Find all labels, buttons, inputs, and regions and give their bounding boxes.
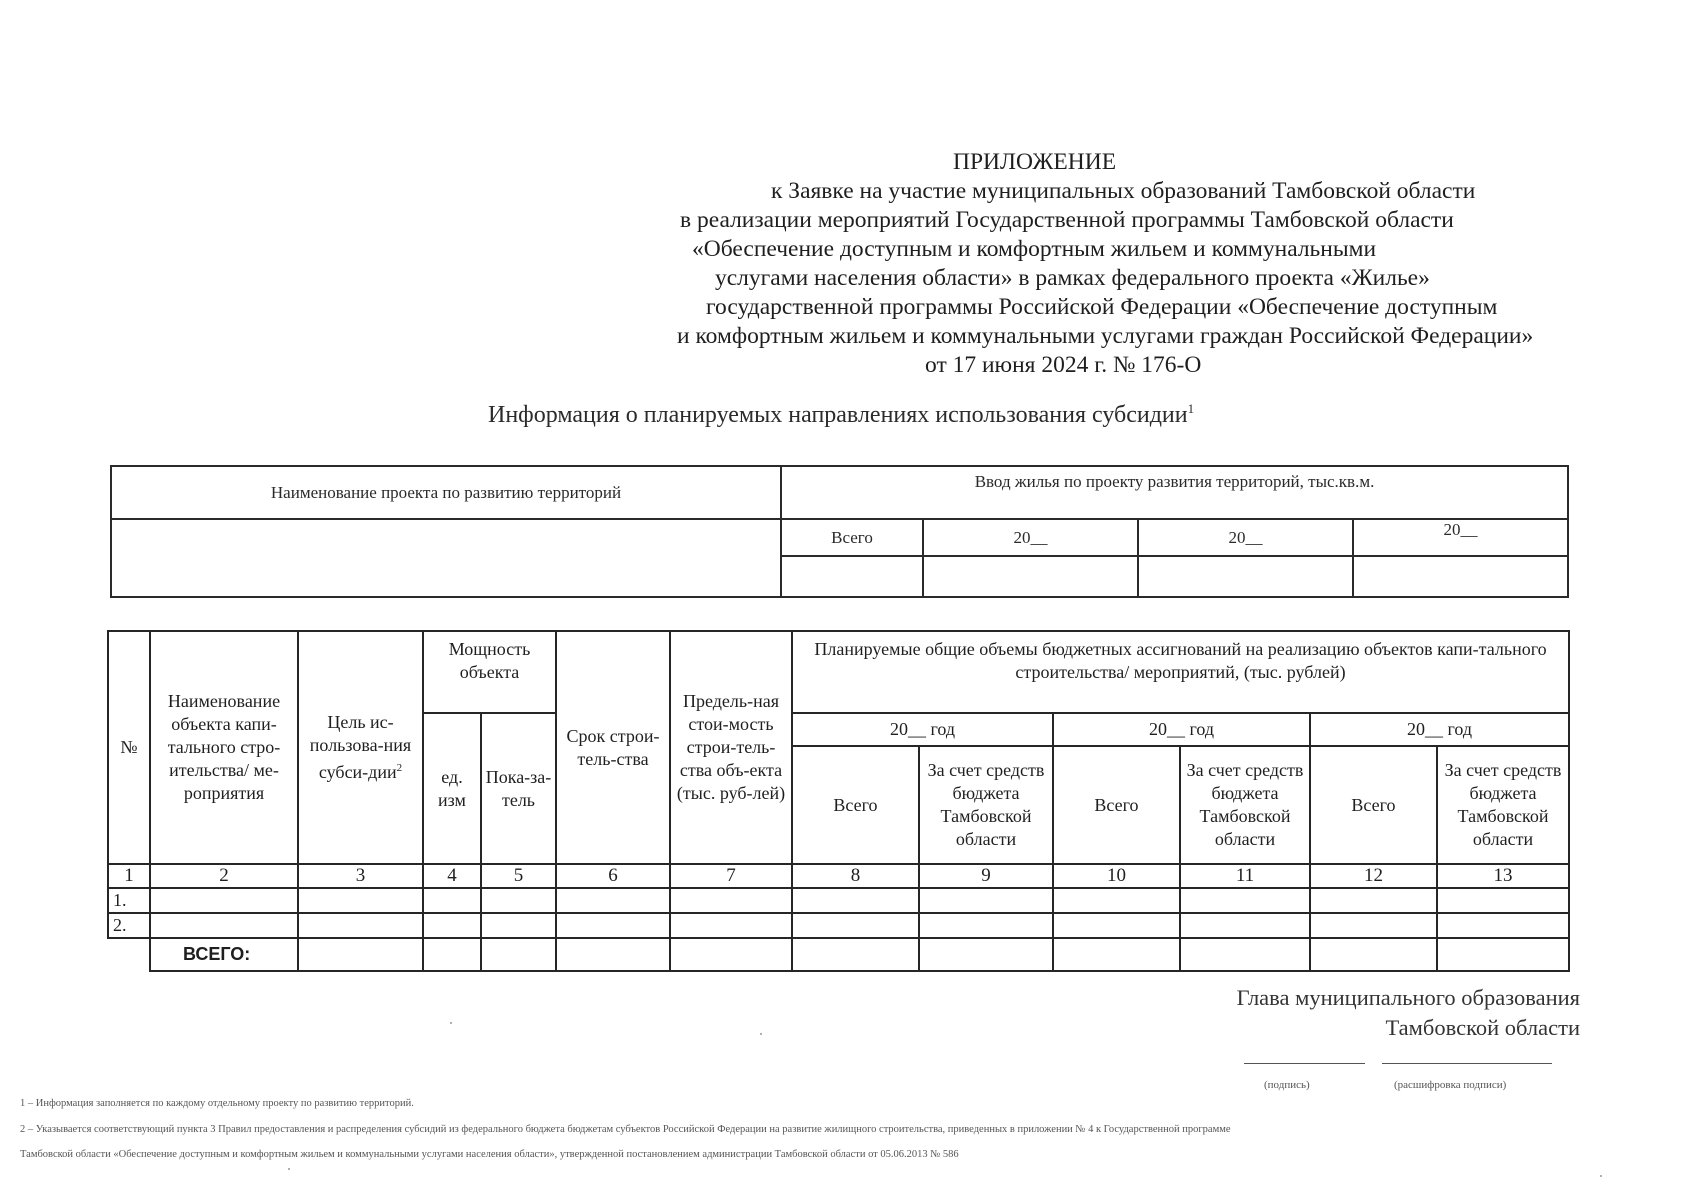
signature-decode-line[interactable]: [1382, 1063, 1552, 1064]
data-cell[interactable]: [670, 888, 792, 913]
total-row: [108, 938, 1569, 971]
subsidy-plan-table: [107, 630, 1570, 972]
col-number: 5: [481, 864, 556, 888]
housing-year-1-cell[interactable]: [923, 556, 1138, 597]
col-goal-header: Цель ис-пользова-ния субси-дии$^2$: [298, 631, 423, 864]
col-num-header: №: [108, 631, 150, 864]
signature-decode-caption: (расшифровка подписи): [1394, 1079, 1507, 1091]
signature-line[interactable]: [1244, 1063, 1365, 1064]
project-name-header: Наименование проекта по развитию территорий: [111, 466, 781, 519]
signature-caption: (подпись): [1264, 1079, 1310, 1091]
total-cell[interactable]: [670, 938, 792, 971]
head-title-line-1: Глава муниципального образования: [1236, 985, 1580, 1010]
header-line-1: к Заявке на участие муниципальных образований Тамбовской области: [771, 178, 1476, 204]
total-cell[interactable]: [423, 938, 481, 971]
footnote-1: 1 – Информация заполняется по каждому отдельному проекту по развитию территорий.: [20, 1098, 414, 1109]
total-cell[interactable]: [481, 938, 556, 971]
footnote-2: 2 – Указывается соответствующий пункта 3 Правил предоставления и распределения субсидий из федерального бюджета бюджетам субъектов Российской Федерации на развитие жилищного строительства, приведенных в приложении № 4 к Государственной программе: [20, 1124, 1231, 1135]
total-blank-cell: [108, 938, 150, 971]
header-line-2: в реализации мероприятий Государственной программы Тамбовской области: [680, 207, 1454, 233]
data-cell[interactable]: [1310, 888, 1437, 913]
data-cell[interactable]: [481, 888, 556, 913]
head-title-line-2: Тамбовской области: [1385, 1015, 1580, 1040]
total-cell[interactable]: [1437, 938, 1569, 971]
housing-total-cell[interactable]: [781, 556, 923, 597]
housing-input-header: Ввод жилья по проекту развития территорий, тыс.кв.м.: [781, 466, 1568, 519]
year-1-header: 20__ год: [792, 713, 1053, 746]
year-1-regional-header: За счет средств бюджета Тамбовской области: [919, 746, 1053, 864]
scan-speck: [288, 1168, 290, 1170]
data-cell[interactable]: [670, 913, 792, 938]
data-cell[interactable]: [556, 913, 670, 938]
col-number: 6: [556, 864, 670, 888]
col-number: 9: [919, 864, 1053, 888]
data-cell[interactable]: [150, 913, 298, 938]
data-cell[interactable]: [423, 888, 481, 913]
info-title: Информация о планируемых направлениях использования субсидии$^1$: [488, 401, 1195, 428]
col-capacity-header: Мощность объекта: [423, 631, 556, 713]
col-object-name-header: Наименование объекта капи-тального стро-ительства/ ме-роприятия: [150, 631, 298, 864]
scan-speck: [1600, 1175, 1602, 1177]
total-cell[interactable]: [556, 938, 670, 971]
data-cell[interactable]: [298, 888, 423, 913]
data-cell[interactable]: [1437, 888, 1569, 913]
col-number: 4: [423, 864, 481, 888]
footnote-marker-1: 1: [1187, 401, 1195, 416]
col-number: 3: [298, 864, 423, 888]
header-line-6: и комфортным жильем и коммунальными услугами граждан Российской Федерации»: [677, 323, 1534, 349]
col-unit-header: ед. изм: [423, 713, 481, 864]
total-cell[interactable]: [1310, 938, 1437, 971]
data-cell[interactable]: [792, 888, 919, 913]
year-2-total-header: Всего: [1053, 746, 1180, 864]
col-budget-header: Планируемые общие объемы бюджетных ассигнований на реализацию объектов капи-тального строительства/ мероприятий, (тыс. рублей): [792, 631, 1569, 713]
total-label: ВСЕГО:: [150, 938, 298, 971]
data-cell[interactable]: [423, 913, 481, 938]
housing-total-header: Всего: [781, 519, 923, 556]
total-cell[interactable]: [1180, 938, 1310, 971]
scan-speck: [760, 1033, 762, 1035]
housing-input-table: [110, 465, 1569, 598]
data-cell[interactable]: [1180, 888, 1310, 913]
header-line-5: государственной программы Российской Федерации «Обеспечение доступным: [706, 294, 1498, 320]
col-number: 12: [1310, 864, 1437, 888]
total-cell[interactable]: [792, 938, 919, 971]
col-number: 7: [670, 864, 792, 888]
data-cell[interactable]: [1180, 913, 1310, 938]
data-cell[interactable]: [919, 913, 1053, 938]
housing-year-2-cell[interactable]: [1138, 556, 1353, 597]
housing-year-2-header: 20__: [1138, 519, 1353, 556]
scan-speck: [450, 1022, 452, 1024]
signature-block: [1100, 983, 1580, 1043]
housing-year-3-cell[interactable]: [1353, 556, 1568, 597]
row-number: 2.: [108, 913, 150, 938]
footnote-marker-2: 2: [396, 762, 403, 774]
data-cell[interactable]: [556, 888, 670, 913]
table-row: [108, 913, 1569, 938]
data-cell[interactable]: [481, 913, 556, 938]
col-cost-header: Предель-ная стои-мость строи-тель-ства объ-екта (тыс. руб-лей): [670, 631, 792, 864]
col-number: 13: [1437, 864, 1569, 888]
housing-year-1-header: 20__: [923, 519, 1138, 556]
col-indicator-header: Пока-за-тель: [481, 713, 556, 864]
col-number: 2: [150, 864, 298, 888]
footnote-2-continued: Тамбовской области «Обеспечение доступным и комфортным жильем и коммунальными услугами населения области», утвержденной постановлением администрации Тамбовской области от 05.06.2013 № 586: [20, 1149, 959, 1160]
data-cell[interactable]: [1053, 913, 1180, 938]
year-2-header: 20__ год: [1053, 713, 1310, 746]
col-number: 1: [108, 864, 150, 888]
total-cell[interactable]: [298, 938, 423, 971]
table-row: [108, 888, 1569, 913]
header-line-3: «Обеспечение доступным и комфортным жильем и коммунальными: [692, 236, 1377, 262]
data-cell[interactable]: [1310, 913, 1437, 938]
year-1-total-header: Всего: [792, 746, 919, 864]
year-2-regional-header: За счет средств бюджета Тамбовской области: [1180, 746, 1310, 864]
housing-year-3-header: 20__: [1353, 519, 1568, 556]
year-3-header: 20__ год: [1310, 713, 1569, 746]
data-cell[interactable]: [919, 888, 1053, 913]
year-3-total-header: Всего: [1310, 746, 1437, 864]
data-cell[interactable]: [792, 913, 919, 938]
appendix-title: ПРИЛОЖЕНИЕ: [953, 149, 1117, 175]
total-cell[interactable]: [1053, 938, 1180, 971]
year-3-regional-header: За счет средств бюджета Тамбовской области: [1437, 746, 1569, 864]
header-date-line: от 17 июня 2024 г. № 176-О: [925, 352, 1202, 378]
col-number: 11: [1180, 864, 1310, 888]
data-cell[interactable]: [150, 888, 298, 913]
col-number: 8: [792, 864, 919, 888]
total-cell[interactable]: [919, 938, 1053, 971]
data-cell[interactable]: [1437, 913, 1569, 938]
col-term-header: Срок строи-тель-ства: [556, 631, 670, 864]
data-cell[interactable]: [298, 913, 423, 938]
header-line-4: услугами населения области» в рамках федерального проекта «Жилье»: [715, 265, 1430, 291]
col-number: 10: [1053, 864, 1180, 888]
data-cell[interactable]: [1053, 888, 1180, 913]
row-number: 1.: [108, 888, 150, 913]
project-name-cell[interactable]: [111, 519, 781, 597]
